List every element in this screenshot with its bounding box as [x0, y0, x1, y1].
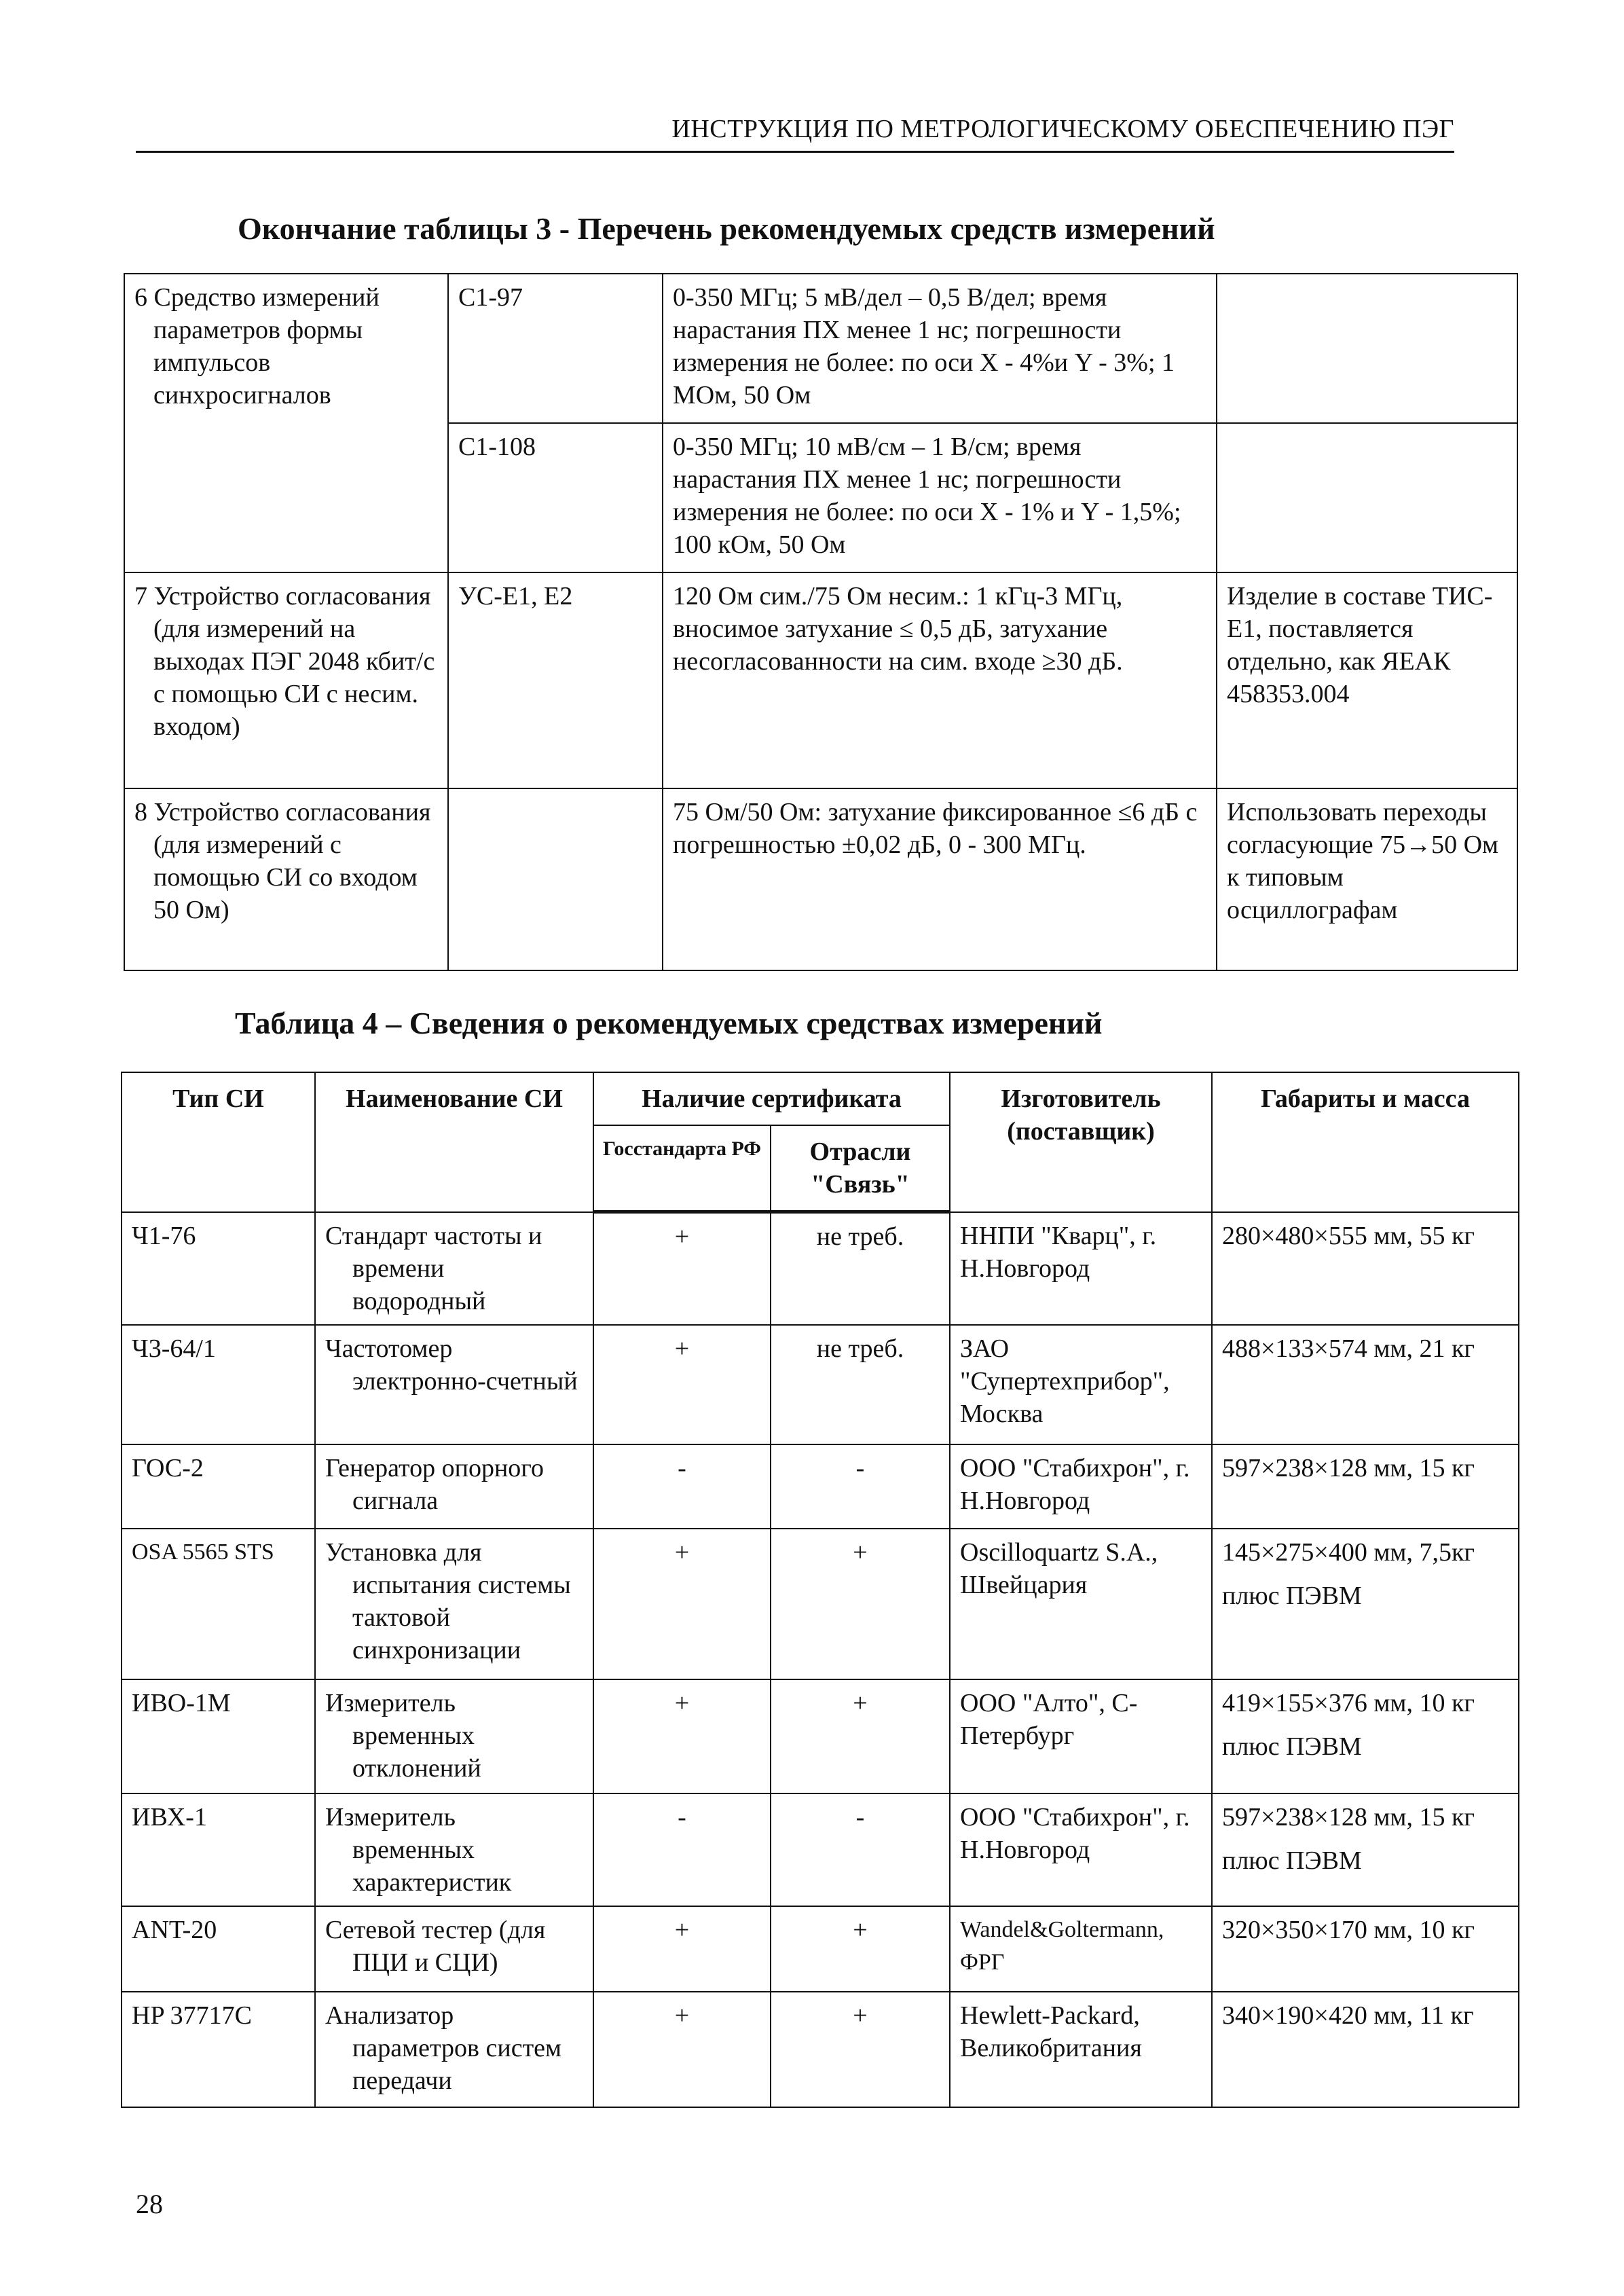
table4 — [121, 1072, 1519, 2108]
dims-value: 597×238×128 мм, 15 кг — [1222, 1453, 1475, 1482]
cell-maker: ООО "Стабихрон", г. Н.Новгород — [950, 1444, 1212, 1529]
cell-dims — [1212, 1212, 1519, 1325]
cell-dims — [1212, 1793, 1519, 1906]
table3-cell-specs: 120 Ом сим./75 Ом несим.: 1 кГц-3 МГц, вносимое затухание ≤ 0,5 дБ, затухание несогласованности на сим. входе ≥30 дБ. — [663, 572, 1217, 788]
table-row — [122, 1679, 1519, 1793]
table3-cell-type: С1-97 — [448, 274, 663, 423]
cell-maker: Wandel&Goltermann, ФРГ — [950, 1906, 1212, 1992]
header-cert-branch: Отрасли "Связь" — [771, 1125, 950, 1212]
cell-gost: - — [593, 1793, 771, 1906]
table-row — [122, 1444, 1519, 1529]
table3-cell-type: С1-108 — [448, 423, 663, 572]
table-row — [122, 1212, 1519, 1325]
table-row — [122, 1992, 1519, 2107]
table-row — [122, 1793, 1519, 1906]
dims-note: плюс ПЭВМ — [1222, 1732, 1362, 1761]
table3-cell-note: Использовать переходы согласующие 75→50 Ом к типовым осциллографам — [1217, 788, 1517, 970]
cell-name: Установка для испытания системы тактовой синхронизации — [315, 1529, 593, 1679]
cell-type: ИВХ-1 — [122, 1793, 315, 1906]
dims-value: 145×275×400 мм, 7,5кг — [1222, 1537, 1475, 1567]
cell-name: Частотомер электронно-счетный — [315, 1325, 593, 1444]
table3-cell-type: УС-Е1, Е2 — [448, 572, 663, 788]
cell-name: Сетевой тестер (для ПЦИ и СЦИ) — [315, 1906, 593, 1992]
page-number: 28 — [136, 2189, 163, 2219]
header-cert-gost: Госстандарта РФ — [593, 1125, 771, 1212]
dims-value: 340×190×420 мм, 11 кг — [1222, 2001, 1474, 2030]
cell-dims — [1212, 1679, 1519, 1793]
table3-cell-specs: 75 Ом/50 Ом: затухание фиксированное ≤6 дБ с погрешностью ±0,02 дБ, 0 - 300 МГц. — [663, 788, 1217, 970]
table4-header-row — [122, 1072, 1519, 1125]
header-type: Тип СИ — [122, 1072, 315, 1212]
dims-note: плюс ПЭВМ — [1222, 1581, 1362, 1610]
cell-name: Стандарт частоты и времени водородный — [315, 1212, 593, 1325]
cell-maker: ООО "Стабихрон", г. Н.Новгород — [950, 1793, 1212, 1906]
dims-value: 280×480×555 мм, 55 кг — [1222, 1221, 1475, 1250]
cell-gost: + — [593, 1906, 771, 1992]
cell-dims — [1212, 1992, 1519, 2107]
table4-title: Таблица 4 – Сведения о рекомендуемых средствах измерений — [235, 1006, 1103, 1040]
cell-branch: - — [771, 1793, 950, 1906]
cell-maker: ЗАО "Супертехприбор", Москва — [950, 1325, 1212, 1444]
table3-cell-note — [1217, 423, 1517, 572]
header-name: Наименование СИ — [315, 1072, 593, 1212]
table3-title: Окончание таблицы 3 - Перечень рекомендуемых средств измерений — [238, 211, 1215, 246]
dims-value: 320×350×170 мм, 10 кг — [1222, 1915, 1475, 1944]
cell-type: ANT-20 — [122, 1906, 315, 1992]
cell-name: Измеритель временных отклонений — [315, 1679, 593, 1793]
cell-dims — [1212, 1444, 1519, 1529]
cell-branch: не треб. — [771, 1212, 950, 1325]
cell-dims — [1212, 1906, 1519, 1992]
cell-name: Измеритель временных характеристик — [315, 1793, 593, 1906]
cell-gost: - — [593, 1444, 771, 1529]
cell-gost: + — [593, 1529, 771, 1679]
cell-type: ИВО-1М — [122, 1679, 315, 1793]
cell-name: Генератор опорного сигнала — [315, 1444, 593, 1529]
table-row — [122, 1529, 1519, 1679]
cell-type: Ч3-64/1 — [122, 1325, 315, 1444]
cell-gost: + — [593, 1679, 771, 1793]
cell-branch: + — [771, 1679, 950, 1793]
cell-gost: + — [593, 1992, 771, 2107]
table3-cell-name: 7 Устройство согласования (для измерений на выходах ПЭГ 2048 кбит/с с помощью СИ с несим. входом) — [124, 572, 448, 788]
cell-maker: ННПИ "Кварц", г. Н.Новгород — [950, 1212, 1212, 1325]
cell-maker: Hewlett-Packard, Великобритания — [950, 1992, 1212, 2107]
running-header: ИНСТРУКЦИЯ ПО МЕТРОЛОГИЧЕСКОМУ ОБЕСПЕЧЕНИЮ ПЭГ — [671, 115, 1454, 143]
cell-branch: + — [771, 1906, 950, 1992]
cell-maker: Oscilloquartz S.A., Швейцария — [950, 1529, 1212, 1679]
cell-dims — [1212, 1529, 1519, 1679]
header-dims: Габариты и масса — [1212, 1072, 1519, 1212]
header-certificate: Наличие сертификата — [593, 1072, 950, 1125]
table3-cell-specs: 0-350 МГц; 5 мВ/дел – 0,5 В/дел; время нарастания ПХ менее 1 нс; погрешности измерения не более: по оси Х - 4%и Y - 3%; 1 МОм, 50 Ом — [663, 274, 1217, 423]
cell-type: ГОС-2 — [122, 1444, 315, 1529]
table3-cell-note: Изделие в составе ТИС-Е1, поставляется отдельно, как ЯЕАК 458353.004 — [1217, 572, 1517, 788]
dims-value: 488×133×574 мм, 21 кг — [1222, 1334, 1475, 1363]
cell-branch: - — [771, 1444, 950, 1529]
cell-type: HP 37717C — [122, 1992, 315, 2107]
header-rule — [136, 151, 1454, 153]
cell-dims — [1212, 1325, 1519, 1444]
table3 — [124, 273, 1518, 971]
table-row — [122, 1906, 1519, 1992]
header-maker: Изготовитель (поставщик) — [950, 1072, 1212, 1212]
table-row — [122, 1325, 1519, 1444]
cell-gost: + — [593, 1212, 771, 1325]
dims-note: плюс ПЭВМ — [1222, 1846, 1362, 1875]
table-row — [124, 788, 1517, 970]
table3-cell-name: 8 Устройство согласования (для измерений с помощью СИ со входом 50 Ом) — [124, 788, 448, 970]
cell-type: Ч1-76 — [122, 1212, 315, 1325]
dims-value: 597×238×128 мм, 15 кг — [1222, 1802, 1475, 1832]
table3-cell-note — [1217, 274, 1517, 423]
cell-branch: не треб. — [771, 1325, 950, 1444]
table-row — [124, 572, 1517, 788]
cell-gost: + — [593, 1325, 771, 1444]
cell-name: Анализатор параметров систем передачи — [315, 1992, 593, 2107]
table3-cell-type — [448, 788, 663, 970]
cell-maker: ООО "Алто", С-Петербург — [950, 1679, 1212, 1793]
table3-cell-specs: 0-350 МГц; 10 мВ/см – 1 В/см; время нарастания ПХ менее 1 нс; погрешности измерения не более: по оси Х - 1% и Y - 1,5%; 100 кОм, 50 Ом — [663, 423, 1217, 572]
cell-branch: + — [771, 1529, 950, 1679]
dims-value: 419×155×376 мм, 10 кг — [1222, 1688, 1475, 1717]
table-row — [124, 274, 1517, 423]
table3-cell-name: 6 Средство измерений параметров формы импульсов синхросигналов — [124, 274, 448, 572]
cell-type: OSA 5565 STS — [122, 1529, 315, 1679]
cell-branch: + — [771, 1992, 950, 2107]
